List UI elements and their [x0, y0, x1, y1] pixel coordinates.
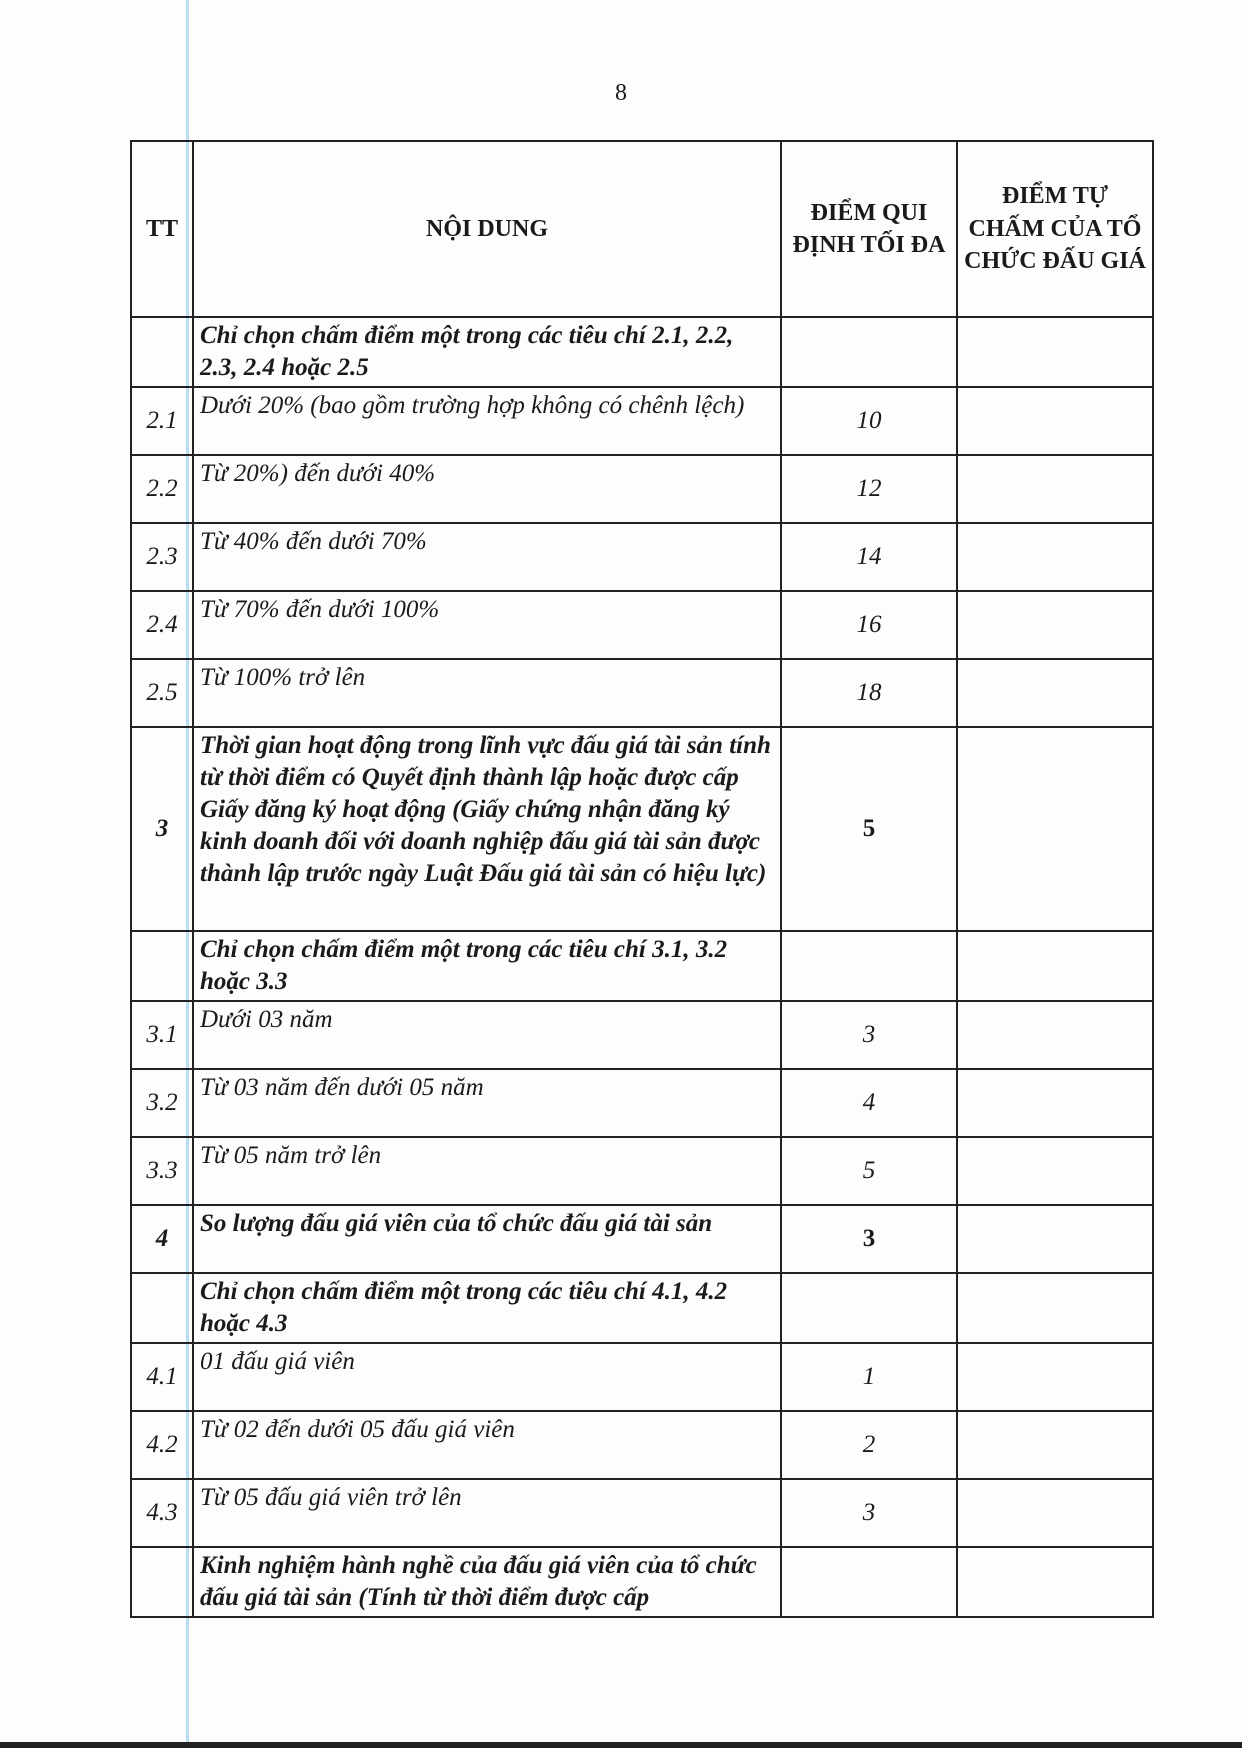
- row-score: 3: [781, 1001, 957, 1069]
- row-tt: [131, 317, 193, 387]
- table-row: [131, 1547, 1153, 1617]
- row-self-score: [957, 1137, 1153, 1205]
- row-self-score: [957, 727, 1153, 931]
- row-score: 16: [781, 591, 957, 659]
- row-content: Chỉ chọn chấm điểm một trong các tiêu chí 4.1, 4.2 hoặc 4.3: [193, 1273, 781, 1343]
- row-tt: 4.3: [131, 1479, 193, 1547]
- scan-bottom-edge: [0, 1742, 1242, 1748]
- row-self-score: [957, 317, 1153, 387]
- page-number: 8: [615, 80, 627, 106]
- row-self-score: [957, 591, 1153, 659]
- row-tt: [131, 1273, 193, 1343]
- table-row: [131, 1479, 1153, 1547]
- table-row: [131, 1069, 1153, 1137]
- row-content: Chỉ chọn chấm điểm một trong các tiêu chí 3.1, 3.2 hoặc 3.3: [193, 931, 781, 1001]
- table-row: [131, 455, 1153, 523]
- table-row: [131, 1137, 1153, 1205]
- header-row: [131, 141, 1153, 317]
- row-content: Dưới 20% (bao gồm trường hợp không có chênh lệch): [193, 387, 781, 455]
- header-max-score: ĐIỂM QUI ĐỊNH TỐI ĐA: [781, 141, 957, 317]
- row-self-score: [957, 523, 1153, 591]
- row-tt: 2.1: [131, 387, 193, 455]
- table-row: [131, 1273, 1153, 1343]
- row-self-score: [957, 387, 1153, 455]
- row-score: 1: [781, 1343, 957, 1411]
- header-self-score: ĐIỂM TỰ CHẤM CỦA TỔ CHỨC ĐẤU GIÁ: [957, 141, 1153, 317]
- row-score: 2: [781, 1411, 957, 1479]
- row-tt: [131, 931, 193, 1001]
- table-row: [131, 1205, 1153, 1273]
- row-self-score: [957, 659, 1153, 727]
- table-row: [131, 659, 1153, 727]
- row-self-score: [957, 1343, 1153, 1411]
- row-tt: 3.3: [131, 1137, 193, 1205]
- row-self-score: [957, 1069, 1153, 1137]
- row-content: Từ 05 đấu giá viên trở lên: [193, 1479, 781, 1547]
- row-content: Từ 100% trở lên: [193, 659, 781, 727]
- row-tt: 4: [131, 1205, 193, 1273]
- table-row: [131, 523, 1153, 591]
- header-tt: TT: [131, 141, 193, 317]
- row-content: Từ 05 năm trở lên: [193, 1137, 781, 1205]
- table-row: [131, 727, 1153, 931]
- table-row: [131, 1343, 1153, 1411]
- table-row: [131, 931, 1153, 1001]
- row-score: 14: [781, 523, 957, 591]
- row-tt: 2.3: [131, 523, 193, 591]
- row-self-score: [957, 1205, 1153, 1273]
- row-tt: 4.1: [131, 1343, 193, 1411]
- row-score: 12: [781, 455, 957, 523]
- row-tt: 2.5: [131, 659, 193, 727]
- row-score: [781, 931, 957, 1001]
- row-content: Từ 40% đến dưới 70%: [193, 523, 781, 591]
- row-content: Từ 03 năm đến dưới 05 năm: [193, 1069, 781, 1137]
- row-self-score: [957, 931, 1153, 1001]
- row-content: Kinh nghiệm hành nghề của đấu giá viên của tổ chức đấu giá tài sản (Tính từ thời điểm được cấp: [193, 1547, 781, 1617]
- row-self-score: [957, 1001, 1153, 1069]
- header-content: NỘI DUNG: [193, 141, 781, 317]
- row-score: 10: [781, 387, 957, 455]
- row-score: [781, 1273, 957, 1343]
- row-self-score: [957, 1273, 1153, 1343]
- table-row: [131, 1411, 1153, 1479]
- row-self-score: [957, 1547, 1153, 1617]
- row-tt: 3.2: [131, 1069, 193, 1137]
- row-tt: 2.2: [131, 455, 193, 523]
- row-score: 3: [781, 1479, 957, 1547]
- row-tt: [131, 1547, 193, 1617]
- row-content: So lượng đấu giá viên của tổ chức đấu giá tài sản: [193, 1205, 781, 1273]
- row-score: [781, 317, 957, 387]
- row-score: 5: [781, 727, 957, 931]
- row-self-score: [957, 1411, 1153, 1479]
- row-score: 5: [781, 1137, 957, 1205]
- row-content: Từ 70% đến dưới 100%: [193, 591, 781, 659]
- table-row: [131, 591, 1153, 659]
- row-content: Chỉ chọn chấm điểm một trong các tiêu chí 2.1, 2.2, 2.3, 2.4 hoặc 2.5: [193, 317, 781, 387]
- table-row: [131, 1001, 1153, 1069]
- scoring-table: [130, 140, 1154, 1618]
- row-score: 4: [781, 1069, 957, 1137]
- row-score: 18: [781, 659, 957, 727]
- row-tt: 2.4: [131, 591, 193, 659]
- row-tt: 3.1: [131, 1001, 193, 1069]
- row-content: Dưới 03 năm: [193, 1001, 781, 1069]
- row-score: 3: [781, 1205, 957, 1273]
- row-tt: 4.2: [131, 1411, 193, 1479]
- table-row: [131, 387, 1153, 455]
- row-content: Từ 02 đến dưới 05 đấu giá viên: [193, 1411, 781, 1479]
- row-content: Thời gian hoạt động trong lĩnh vực đấu giá tài sản tính từ thời điểm có Quyết định thành lập hoặc được cấp Giấy đăng ký hoạt động (Giấy chứng nhận đăng ký kinh doanh đối với doanh nghiệp đấu giá tài sản được thành lập trước ngày Luật Đấu giá tài sản có hiệu lực): [193, 727, 781, 931]
- table-row: [131, 317, 1153, 387]
- row-tt: 3: [131, 727, 193, 931]
- row-self-score: [957, 455, 1153, 523]
- row-content: 01 đấu giá viên: [193, 1343, 781, 1411]
- row-score: [781, 1547, 957, 1617]
- row-self-score: [957, 1479, 1153, 1547]
- row-content: Từ 20%) đến dưới 40%: [193, 455, 781, 523]
